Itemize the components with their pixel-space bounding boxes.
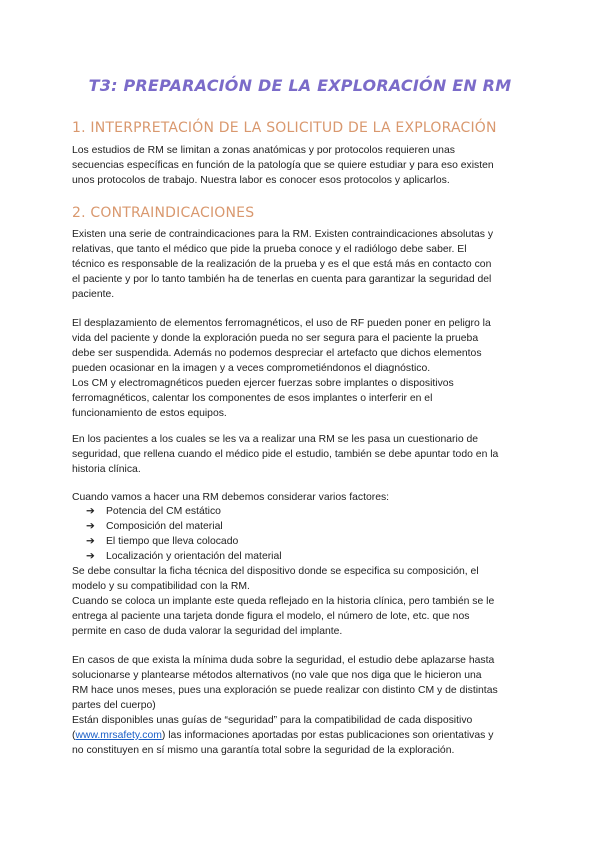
text-line: técnico es responsable de la realización de la prueba y es el que está más en contacto con — [72, 259, 492, 270]
section-heading-contraindicaciones: 2. CONTRAINDICACIONES — [72, 205, 255, 221]
text-line: funcionamiento de estos equipos. — [72, 408, 227, 419]
text-line: partes del cuerpo) — [72, 700, 156, 711]
text-line: Los CM y electromagnéticos pueden ejercer fuerzas sobre implantes o dispositivos — [72, 378, 454, 389]
document-title: T3: PREPARACIÓN DE LA EXPLORACIÓN EN RM — [88, 76, 512, 95]
text-line: modelo y su compatibilidad con la RM. — [72, 581, 250, 592]
mrsafety-link[interactable]: www.mrsafety.com — [75, 730, 162, 741]
arrow-icon: ➔ — [86, 506, 95, 517]
section-heading-interpretacion: 1. INTERPRETACIÓN DE LA SOLICITUD DE LA EXPLORACIÓN — [72, 120, 497, 136]
arrow-icon: ➔ — [86, 536, 95, 547]
paragraph-ficha-tecnica — [72, 564, 534, 639]
text-line: Cuando vamos a hacer una RM debemos considerar varios factores: — [72, 492, 390, 503]
list-item — [86, 549, 282, 564]
text-line: solucionarse y plantearse métodos alternativos (no vale que nos diga que le hicieron una — [72, 670, 482, 681]
text-line: entrega al paciente una tarjeta donde figura el modelo, el número de lote, etc. que nos — [72, 611, 470, 622]
text-line: Los estudios de RM se limitan a zonas anatómicas y por protocolos requieren unas — [72, 145, 455, 156]
text-line: debe ser suspendida. Además no podemos despreciar el artefacto que dichos elementos — [72, 348, 482, 359]
list-item-text: Potencia del CM estático — [106, 506, 221, 517]
text-line: permite en caso de duda valorar la seguridad del implante. — [72, 626, 343, 637]
text-line: Existen una serie de contraindicaciones para la RM. Existen contraindicaciones absolutas y — [72, 229, 494, 240]
list-item — [86, 534, 282, 549]
text-line: seguridad, que rellena cuando el médico pide el estudio, también se debe apuntar todo en la — [72, 449, 499, 460]
text-fragment: ( — [72, 730, 76, 741]
paragraph-duda-seguridad — [72, 653, 534, 758]
text-line: secuencias específicas en función de la patología que se quiere estudiar y para eso existen — [72, 160, 494, 171]
paragraph-contraindicaciones-intro — [72, 227, 534, 302]
paragraph-cuestionario — [72, 432, 534, 477]
text-line: pueden ocasionar en la imagen y a veces comprometiéndonos el diagnóstico. — [72, 363, 431, 374]
text-line: El desplazamiento de elementos ferromagnéticos, el uso de RF pueden poner en peligro la — [72, 318, 491, 329]
factors-list — [86, 504, 282, 564]
text-line: el paciente y por lo tanto también ha de tenerlas en cuenta para garantizar la seguridad del — [72, 274, 492, 285]
paragraph-ferromagneticos — [72, 316, 534, 421]
text-line: no constituyen en sí mismo una garantía total sobre la seguridad de la exploración. — [72, 745, 455, 756]
list-item-text: El tiempo que lleva colocado — [106, 536, 239, 547]
arrow-icon: ➔ — [86, 551, 95, 562]
text-line: relativas, que tanto el médico que pide la prueba conoce y el radiólogo debe saber. El — [72, 244, 467, 255]
arrow-icon: ➔ — [86, 521, 95, 532]
list-item-text: Composición del material — [106, 521, 223, 532]
text-line: Se debe consultar la ficha técnica del dispositivo donde se especifica su composición, el — [72, 566, 479, 577]
text-line: ferromagnéticos, calentar los componentes de esos implantes o interferir en el — [72, 393, 433, 404]
text-line — [72, 728, 534, 743]
text-line: unos protocolos de trabajo. Nuestra labor es conocer esos protocolos y aplicarlos. — [72, 175, 450, 186]
text-line: vida del paciente y donde la exploración pueda no ser segura para el paciente la prueba — [72, 333, 479, 344]
paragraph-interpretacion — [72, 143, 534, 188]
text-line: En casos de que exista la mínima duda sobre la seguridad, el estudio debe aplazarse hasta — [72, 655, 495, 666]
paragraph-factores-intro — [72, 490, 534, 505]
text-line: En los pacientes a los cuales se les va a realizar una RM se les pasa un cuestionario de — [72, 434, 479, 445]
text-line: Cuando se coloca un implante este queda reflejado en la historia clínica, pero también se le — [72, 596, 495, 607]
text-line: paciente. — [72, 289, 115, 300]
list-item-text: Localización y orientación del material — [106, 551, 282, 562]
text-fragment: ) las informaciones aportadas por estas publicaciones son orientativas y — [161, 730, 494, 741]
text-line: historia clínica. — [72, 464, 141, 475]
list-item — [86, 519, 282, 534]
text-line: Están disponibles unas guías de “seguridad” para la compatibilidad de cada dispositivo — [72, 715, 473, 726]
list-item — [86, 504, 282, 519]
text-line: RM hace unos meses, pues una exploración se puede realizar con distinto CM y de distintas — [72, 685, 498, 696]
